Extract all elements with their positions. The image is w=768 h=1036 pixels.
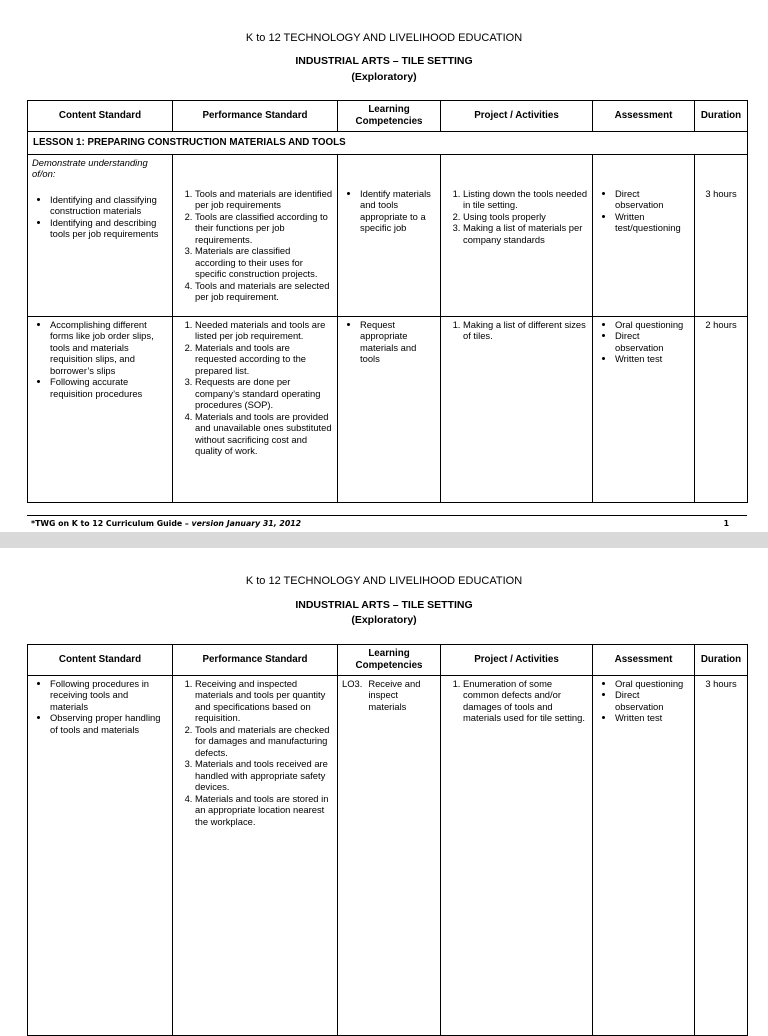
content-intro: Demonstrate understanding of/on: xyxy=(32,157,148,180)
performance-standard-cell xyxy=(173,155,338,317)
list-item: 2. Tools and materials are checked for damages and manufacturing defects. xyxy=(195,724,333,758)
duration-cell: 2 hours xyxy=(695,317,748,503)
list-item: 1. Enumeration of some common defects and/or damages of tools and materials used for tile setting. xyxy=(463,678,588,724)
col-header-assessment: Assessment xyxy=(593,101,695,132)
list-item: 1. Tools and materials are identified per job requirements xyxy=(195,188,333,211)
list-item: • Identifying and describing tools per job requirements xyxy=(50,217,168,240)
list-item: 3. Materials and tools received are handled with appropriate safety devices. xyxy=(195,758,333,792)
activities-cell xyxy=(441,155,593,317)
subject-title: INDUSTRIAL ARTS – TILE SETTING xyxy=(295,55,473,67)
col-header-learning-competencies: Learning Competencies xyxy=(338,101,441,132)
list-item: 1. Needed materials and tools are listed per job requirement. xyxy=(195,319,333,342)
curriculum-table xyxy=(27,644,748,1036)
list-item: 4. Materials and tools are provided and unavailable ones substituted without sacrificing cost and quality of work. xyxy=(195,411,333,457)
table-row xyxy=(28,317,748,503)
list-item: 4. Materials and tools are stored in an appropriate location nearest the workplace. xyxy=(195,793,333,827)
competency-text: Receive and inspect materials xyxy=(368,678,421,712)
list-item: • Written test xyxy=(615,712,690,723)
list-item: • Following accurate requisition procedures xyxy=(50,376,168,399)
list-item: 2. Using tools properly xyxy=(463,211,588,222)
learning-competencies-cell xyxy=(338,155,441,317)
level-label: (Exploratory) xyxy=(351,614,417,626)
list-item: 1. Listing down the tools needed in tile setting. xyxy=(463,188,588,211)
col-header-learning-competencies: Learning Competencies xyxy=(338,645,441,676)
list-item: 1. Receiving and inspected materials and tools per quantity and specifications based on requisition. xyxy=(195,678,333,724)
assessment-cell xyxy=(593,155,695,317)
subject-title: INDUSTRIAL ARTS – TILE SETTING xyxy=(295,599,473,611)
list-item: 4. Tools and materials are selected per job requirement. xyxy=(195,280,333,303)
competency-entry xyxy=(342,678,436,712)
learning-competencies-cell xyxy=(338,676,441,1036)
page-footer xyxy=(27,515,747,532)
list-item: 2. Materials and tools are requested according to the prepared list. xyxy=(195,342,333,376)
list-item: • Identify materials and tools appropriate to a specific job xyxy=(360,188,436,234)
footer-version: version January 31, 2012 xyxy=(191,519,302,528)
col-header-project-activities: Project / Activities xyxy=(441,645,593,676)
activities-cell xyxy=(441,676,593,1036)
org-title: K to 12 TECHNOLOGY AND LIVELIHOOD EDUCATION xyxy=(245,575,523,587)
assessment-cell xyxy=(593,676,695,1036)
page-number: 1 xyxy=(723,519,729,528)
list-item: 3. Making a list of materials per company standards xyxy=(463,222,588,245)
assessment-cell xyxy=(593,317,695,503)
footer-note-main: *TWG on K to 12 Curriculum Guide – xyxy=(31,519,192,528)
list-item: • Direct observation xyxy=(615,330,690,353)
performance-standard-cell xyxy=(173,317,338,503)
curriculum-page-2 xyxy=(0,548,768,1024)
col-header-performance-standard: Performance Standard xyxy=(173,645,338,676)
list-item: 1. Making a list of different sizes of tiles. xyxy=(463,319,588,342)
list-item: • Oral questioning xyxy=(615,319,690,330)
list-item: • Identifying and classifying construction materials xyxy=(50,194,168,217)
list-item: • Direct observation xyxy=(615,689,690,712)
learning-competencies-cell xyxy=(338,317,441,503)
col-header-duration: Duration xyxy=(695,101,748,132)
list-item: • Following procedures in receiving tools and materials xyxy=(50,678,168,712)
content-standard-cell xyxy=(28,155,173,317)
table-row xyxy=(28,676,748,1036)
curriculum-table xyxy=(27,100,748,503)
col-header-content-standard: Content Standard xyxy=(28,645,173,676)
content-standard-cell xyxy=(28,317,173,503)
list-item: • Written test xyxy=(615,353,690,364)
duration-cell: 3 hours xyxy=(695,676,748,1036)
col-header-duration: Duration xyxy=(695,645,748,676)
table-row xyxy=(28,155,748,317)
table-header-row xyxy=(28,101,748,132)
org-title: K to 12 TECHNOLOGY AND LIVELIHOOD EDUCATION xyxy=(245,32,523,44)
competency-code: LO3. xyxy=(342,678,363,689)
page-divider xyxy=(0,532,768,548)
list-item: 2. Tools are classified according to their functions per job requirements. xyxy=(195,211,333,245)
col-header-performance-standard: Performance Standard xyxy=(173,101,338,132)
content-standard-cell xyxy=(28,676,173,1036)
list-item: • Oral questioning xyxy=(615,678,690,689)
table-header-row xyxy=(28,645,748,676)
duration-cell: 3 hours xyxy=(695,155,748,317)
footer-note xyxy=(31,519,301,528)
list-item: • Request appropriate materials and tools xyxy=(360,319,436,365)
performance-standard-cell xyxy=(173,676,338,1036)
list-item: 3. Materials are classified according to their uses for specific construction projects. xyxy=(195,245,333,279)
list-item: • Accomplishing different forms like job order slips, tools and materials requisition slips, and borrower’s slips xyxy=(50,319,168,376)
list-item: • Direct observation xyxy=(615,188,690,211)
col-header-project-activities: Project / Activities xyxy=(441,101,593,132)
list-item: 3. Requests are done per company’s standard operating procedures (SOP). xyxy=(195,376,333,410)
lesson-row xyxy=(28,132,748,155)
col-header-content-standard: Content Standard xyxy=(28,101,173,132)
col-header-assessment: Assessment xyxy=(593,645,695,676)
level-label: (Exploratory) xyxy=(351,71,417,83)
lesson-title: LESSON 1: PREPARING CONSTRUCTION MATERIALS AND TOOLS xyxy=(28,132,748,155)
activities-cell xyxy=(441,317,593,503)
list-item: • Observing proper handling of tools and materials xyxy=(50,712,168,735)
list-item: • Written test/questioning xyxy=(615,211,690,234)
